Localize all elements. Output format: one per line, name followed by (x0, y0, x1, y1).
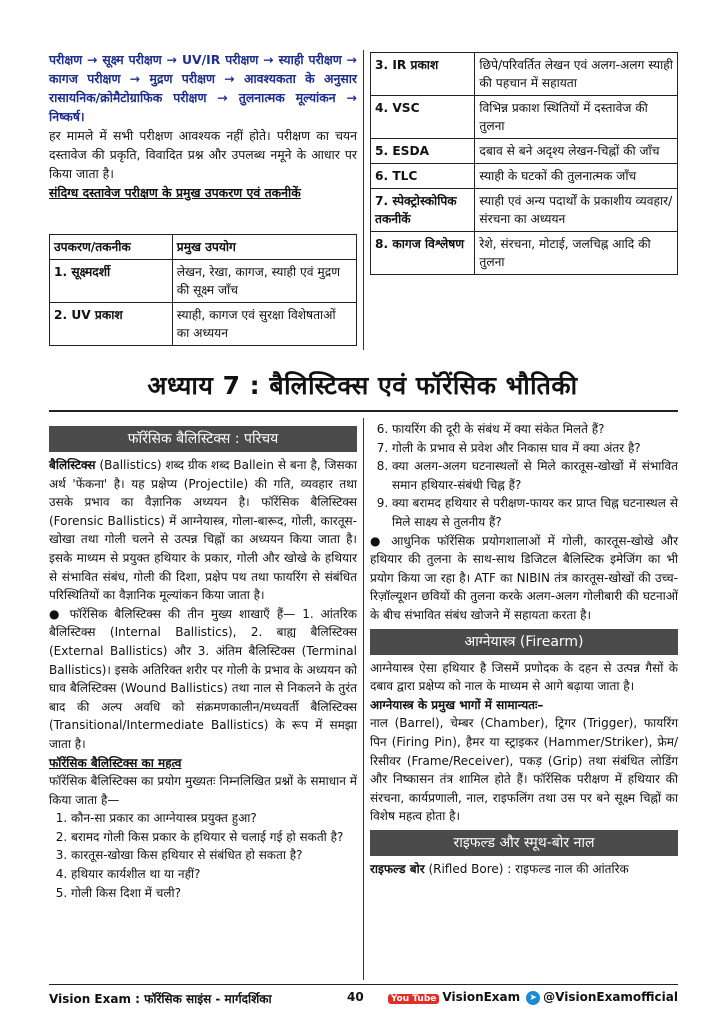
table-row (371, 164, 678, 189)
table-row (371, 189, 678, 232)
list-item: 1. कौन-सा प्रकार का आग्नेयास्त्र प्रयुक्त हुआ? (71, 809, 357, 828)
telegram-icon: ➤ (526, 991, 540, 1005)
importance-paragraph: फॉरेंसिक बैलिस्टिक्स का प्रयोग मुख्यतः निम्नलिखित प्रश्नों के समाधान में किया जाता है— (49, 774, 357, 807)
table-cell: लेखन, रेखा, कागज, स्याही एवं मुद्रण की सूक्ष्म जाँच (172, 260, 356, 303)
table-cell: स्याही एवं अन्य पदार्थों के प्रकाशीय व्यवहार/संरचना का अध्ययन (475, 189, 678, 232)
tools-heading: संदिग्ध दस्तावेज परीक्षण के प्रमुख उपकरण एवं तकनीकें (49, 185, 301, 200)
right-column (370, 420, 678, 878)
list-item: 6. फायरिंग की दूरी के संबंध में क्या संकेत मिलते हैं? (392, 420, 678, 439)
table-row (371, 96, 678, 139)
table-cell: 6. TLC (371, 164, 475, 189)
list-item: 7. गोली के प्रभाव से प्रवेश और निकास घाव में क्या अंतर है? (392, 439, 678, 458)
table-row (50, 303, 357, 346)
list-item: 4. हथियार कार्यशील था या नहीं? (71, 865, 357, 884)
column-divider-top (363, 50, 364, 350)
rifled-bore-line (370, 860, 678, 879)
rifled-bore-term: राइफल्ड बोर (370, 861, 425, 876)
table-cell: 7. स्पेक्ट्रोस्कोपिक तकनीकें (371, 189, 475, 232)
list-item: 2. बरामद गोली किस प्रकार के हथियार से चलाई गई हो सकती है? (71, 828, 357, 847)
table-cell: स्याही, कागज एवं सुरक्षा विशेषताओं का अध्ययन (172, 303, 356, 346)
table-cell: दबाव से बने अदृश्य लेखन-चिह्नों की जाँच (475, 139, 678, 164)
table-row (50, 260, 357, 303)
question-list-right (370, 420, 678, 532)
youtube-handle[interactable]: VisionExam (442, 990, 521, 1004)
branches-paragraph: ● फॉरेंसिक बैलिस्टिक्स की तीन मुख्य शाखाएँ हैं— 1. आंतरिक बैलिस्टिक्स (Internal Ballistics), 2. बाह्य बैलिस्टिक्स (External Ballistics) और 3. अंतिम बैलिस्टिक्स (Terminal Ballistics)। इसके अतिरिक्त शरीर पर गोली के प्रभाव के अध्ययन को घाव बैलिस्टिक्स (Wound Ballistics) तथा नाल से निकलने के तुरंत बाद की अल्प अवधि को संक्रमणकालीन/मध्यवर्ती बैलिस्टिक्स (Transitional/Intermediate Ballistics) के रूप में समझा जाता है। (49, 606, 357, 751)
table-header-tool: उपकरण/तकनीक (50, 235, 173, 260)
list-item: 9. क्या बरामद हथियार से परीक्षण-फायर कर प्राप्त चिह्न घटनास्थल से मिले साक्ष्य से तुलनीय हैं? (392, 494, 678, 531)
table-cell: स्याही के घटकों की तुलनात्मक जाँच (475, 164, 678, 189)
test-selection-paragraph: हर मामले में सभी परीक्षण आवश्यक नहीं होते। परीक्षण का चयन दस्तावेज की प्रकृति, विवादित प्रश्न और उपलब्ध नमूने के आधार पर किया जाता है। (49, 128, 357, 181)
footer-rule (49, 984, 678, 985)
question-list-left (49, 809, 357, 902)
table-cell: 3. IR प्रकाश (371, 53, 475, 96)
importance-heading: फॉरेंसिक बैलिस्टिक्स का महत्व (49, 755, 182, 770)
table-row (371, 53, 678, 96)
list-item: 8. क्या अलग-अलग घटनास्थलों से मिले कारतूस-खोखों में संभावित समान हथियार-संबंधी चिह्न हैं? (392, 457, 678, 494)
table-cell: 4. VSC (371, 96, 475, 139)
tools-table-right (370, 52, 678, 275)
table-cell: विभिन्न प्रकाश स्थितियों में दस्तावेज की तुलना (475, 96, 678, 139)
firearm-parts-heading: आग्नेयास्त्र के प्रमुख भागों में सामान्यतः– (370, 697, 544, 712)
list-item: 5. गोली किस दिशा में चली? (71, 884, 357, 903)
table-cell: 5. ESDA (371, 139, 475, 164)
table-cell: 8. कागज विश्लेषण (371, 232, 475, 275)
telegram-handle[interactable]: @VisionExamofficial (543, 990, 678, 1004)
modern-labs-paragraph: ● आधुनिक फॉरेंसिक प्रयोगशालाओं में गोली, कारतूस-खोखे और हथियार की तुलना के साथ-साथ डिजिटल बैलिस्टिक इमेजिंग का भी प्रयोग किया जा रहा है। ATF का NIBIN तंत्र कारतूस-खोखों की उच्च-रिज़ॉल्यूशन छवियों की तुलना करके अलग-अलग गोलीबारी की घटनाओं के बीच संभावित संबंध खोजने में सहायता करता है। (370, 533, 678, 622)
tools-table-left (49, 234, 357, 346)
table-cell: 2. UV प्रकाश (50, 303, 173, 346)
chapter-rule (49, 410, 678, 412)
top-left-block (49, 50, 357, 202)
table-row (371, 232, 678, 275)
left-column (49, 422, 357, 902)
section-bar-firearm: आग्नेयास्त्र (Firearm) (370, 629, 678, 655)
rifled-bore-text: (Rifled Bore) : राइफल्ड नाल की आंतरिक (424, 861, 629, 876)
footer-title: Vision Exam : फॉरेंसिक साइंस - मार्गदर्शिका (49, 992, 272, 1006)
chapter-title: अध्याय 7 : बैलिस्टिक्स एवं फॉरेंसिक भौतिकी (147, 371, 578, 400)
section-bar-intro: फॉरेंसिक बैलिस्टिक्स : परिचय (49, 426, 357, 452)
page-number: 40 (347, 990, 364, 1004)
ballistics-term: बैलिस्टिक्स (49, 458, 96, 472)
social-handles (388, 990, 678, 1005)
table-cell: छिपे/परिवर्तित लेखन एवं अलग-अलग स्याही की पहचान में सहायता (475, 53, 678, 96)
youtube-icon: You Tube (388, 994, 440, 1004)
section-bar-rifled: राइफल्ड और स्मूथ-बोर नाल (370, 830, 678, 856)
column-divider-bottom (363, 418, 364, 980)
table-cell: 1. सूक्ष्मदर्शी (50, 260, 173, 303)
intro-text: (Ballistics) शब्द ग्रीक शब्द Ballein से बना है, जिसका अर्थ 'फेंकना' है। यह प्रक्षेप्य (Projectile) की गति, व्यवहार तथा उसके प्रभाव का वैज्ञानिक अध्ययन है। फॉरेंसिक बैलिस्टिक्स (Forensic Ballistics) में आग्नेयास्त्र, गोला-बारूद, गोली, कारतूस-खोखा तथा गोली चलने से उत्पन्न चिह्नों का अध्ययन किया जाता है। इसके माध्यम से प्रयुक्त हथियार के प्रकार, गोली और खोखे के हथियार से संभावित संबंध, गोली की दिशा, प्रक्षेप पथ तथा फायरिंग से संबंधित परिस्थितियों का वैज्ञानिक मूल्यांकन किया जाता है। (49, 458, 357, 603)
table-header-use: प्रमुख उपयोग (172, 235, 356, 260)
firearm-definition: आग्नेयास्त्र ऐसा हथियार है जिसमें प्रणोदक के दहन से उत्पन्न गैसों के दबाव द्वारा प्रक्षेप्य को नाल के माध्यम से आगे बढ़ाया जाता है। (370, 660, 678, 694)
table-cell: रेशे, संरचना, मोटाई, जलचिह्न आदि की तुलना (475, 232, 678, 275)
list-item: 3. कारतूस-खोखा किस हथियार से संबंधित हो सकता है? (71, 846, 357, 865)
firearm-parts-paragraph: नाल (Barrel), चेम्बर (Chamber), ट्रिगर (Trigger), फायरिंग पिन (Firing Pin), हैमर या स्ट्राइकर (Hammer/Striker), फ्रेम/रिसीवर (Frame/Receiver), पकड़ (Grip) तथा संबंधित लोडिंग और निष्कासन तंत्र शामिल होते हैं। फॉरेंसिक परीक्षण में हथियार की संरचना, कार्यप्रणाली, नाल, राइफलिंग तथा उस पर बने सूक्ष्म चिह्नों का विशेष महत्व होता है। (370, 716, 678, 824)
intro-paragraph (49, 456, 357, 605)
test-flow-line: परीक्षण → सूक्ष्म परीक्षण → UV/IR परीक्षण → स्याही परीक्षण → कागज परीक्षण → मुद्रण परीक्षण → आवश्यकता के अनुसार रासायनिक/क्रोमैटोग्राफिक परीक्षण → तुलनात्मक मूल्यांकन → निष्कर्ष। (49, 52, 357, 124)
table-row (371, 139, 678, 164)
